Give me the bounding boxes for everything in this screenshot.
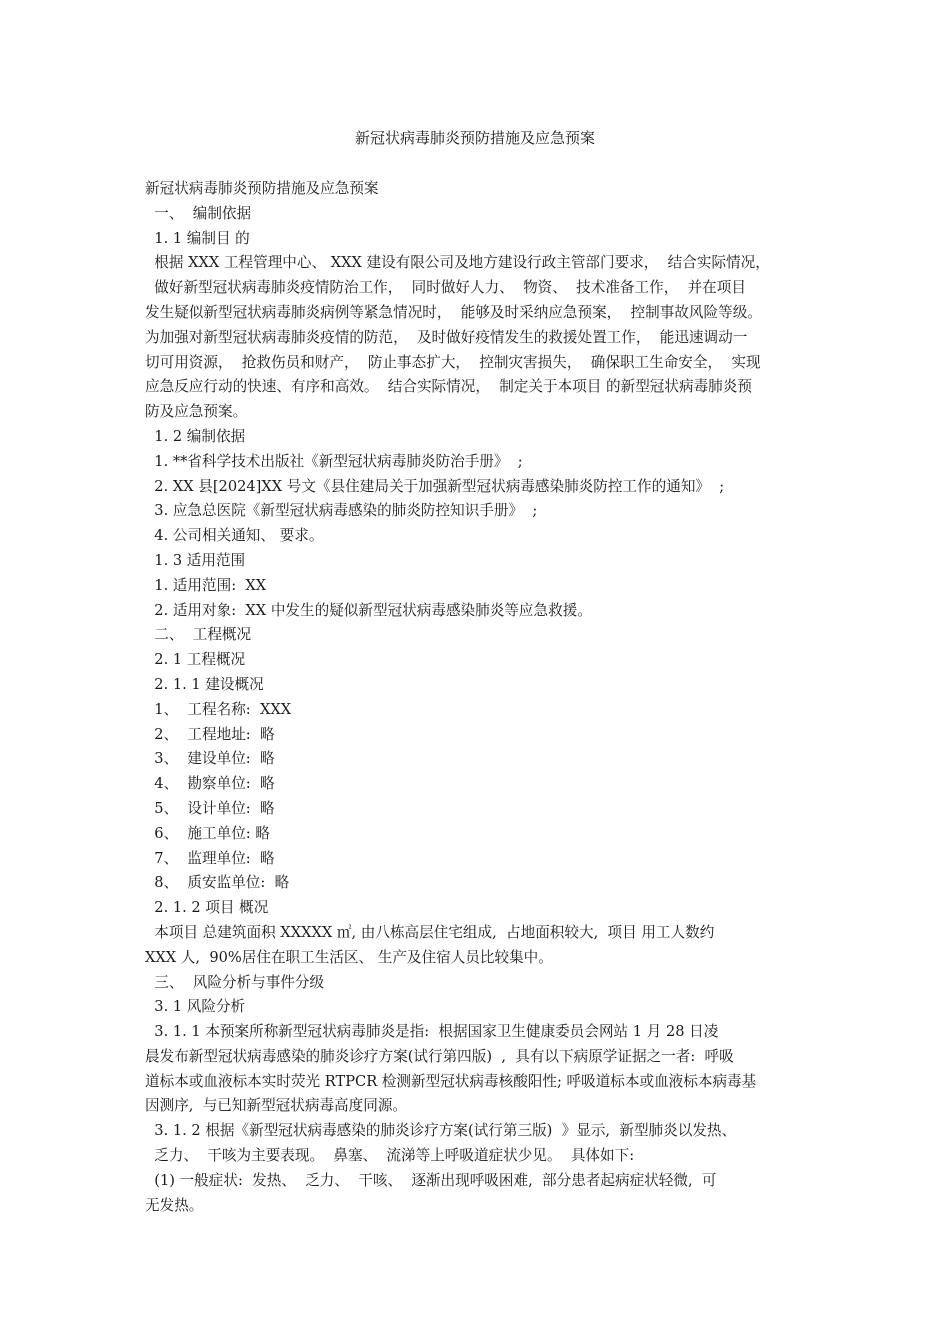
- page-title: 新冠状病毒肺炎预防措施及应急预案: [354, 129, 595, 147]
- document-line: 3. 1. 2 根据《新型冠状病毒感染的肺炎诊疗方案(试行第三版) 》显示, 新型肺炎以发热、: [145, 1122, 737, 1140]
- document-line: 1. 适用范围: XX: [145, 576, 267, 594]
- document-line: 5、 设计单位: 略: [145, 799, 275, 817]
- document-line: 8、 质安监单位: 略: [145, 874, 290, 892]
- document-line: 乏力、 干咳为主要表现。 鼻塞、 流涕等上呼吸道症状少见。 具体如下:: [145, 1147, 635, 1165]
- document-line: 根据 XXX 工程管理中心、 XXX 建设有限公司及地方建设行政主管部门要求， 结合实际情况，: [145, 254, 770, 272]
- document-line: 发生疑似新型冠状病毒肺炎病例等紧急情况时， 能够及时采纳应急预案， 控制事故风险等级。: [145, 303, 762, 321]
- document-line: 无发热。: [145, 1196, 204, 1214]
- document-line: 3、 建设单位: 略: [145, 750, 275, 768]
- document-line: 2. 1. 2 项目 概况: [145, 899, 269, 917]
- document-line: 切可用资源， 抢救伤员和财产， 防止事态扩大， 控制灾害损失， 确保职工生命安全， 实现: [145, 353, 761, 371]
- document-line: 1、 工程名称: XXX: [145, 700, 292, 718]
- document-line: XXX 人, 90%居住在职工生活区、 生产及住宿人员比较集中。: [145, 948, 553, 966]
- document-line: 三、 风险分析与事件分级: [145, 973, 325, 991]
- document-line: 2、 工程地址: 略: [145, 725, 275, 743]
- document-line: 防及应急预案。: [145, 403, 248, 421]
- document-line: 做好新型冠状病毒肺炎疫情防治工作， 同时做好人力、 物资、 技术准备工作， 并在项目: [145, 279, 746, 297]
- document-line: 2. 1. 1 建设概况: [145, 675, 264, 693]
- document-line: 4、 勘察单位: 略: [145, 775, 275, 793]
- document-line: 7、 监理单位: 略: [145, 849, 275, 867]
- document-line: (1) 一般症状: 发热、 乏力、 干咳、 逐渐出现呼吸困难, 部分患者起病症状轻微, 可: [145, 1171, 717, 1189]
- document-line: 本项目 总建筑面积 XXXXX ㎡, 由八栋高层住宅组成, 占地面积较大, 项目 用工人数约: [145, 923, 715, 941]
- document-line: 1. 2 编制依据: [145, 427, 246, 445]
- document-line: 2. XX 县[2024]XX 号文《县住建局关于加强新型冠状病毒感染肺炎防控工作的通知》 ;: [145, 477, 725, 495]
- document-line: 应急反应行动的快速、有序和高效。 结合实际情况， 制定关于本项目 的新型冠状病毒肺炎预: [145, 378, 752, 396]
- document-line: 3. 1 风险分析: [145, 998, 246, 1016]
- document-line: 道标本或血液标本实时荧光 RTPCR 检测新型冠状病毒核酸阳性; 呼吸道标本或血液标本病毒基: [145, 1072, 757, 1090]
- document-line: 4. 公司相关通知、 要求。: [145, 527, 324, 545]
- document-line: 晨发布新型冠状病毒感染的肺炎诊疗方案(试行第四版) , 具有以下病原学证据之一者: 呼吸: [145, 1047, 734, 1065]
- document-line: 3. 1. 1 本预案所称新型冠状病毒肺炎是指: 根据国家卫生健康委员会网站 1 月 28 日凌: [145, 1023, 719, 1041]
- document-line: 为加强对新型冠状病毒肺炎疫情的防范， 及时做好疫情发生的救援处置工作， 能迅速调动一: [145, 328, 748, 346]
- document-line: 一、 编制依据: [145, 204, 252, 222]
- document-line: 6、 施工单位: 略: [145, 824, 270, 842]
- document-line: 3. 应急总医院《新型冠状病毒感染的肺炎防控知识手册》 ;: [145, 502, 538, 520]
- document-line: 因测序, 与已知新型冠状病毒高度同源。: [145, 1097, 408, 1115]
- document-line: 二、 工程概况: [145, 626, 252, 644]
- document-line: 2. 1 工程概况: [145, 651, 246, 669]
- document-line: 2. 适用对象: XX 中发生的疑似新型冠状病毒感染肺炎等应急救援。: [145, 601, 592, 619]
- document-line: 1. 1 编制目 的: [145, 229, 250, 247]
- document-body: [145, 177, 820, 1218]
- document-line: 1. **省科学技术出版社《新型冠状病毒肺炎防治手册》 ;: [145, 452, 523, 470]
- document-line: 新冠状病毒肺炎预防措施及应急预案: [145, 180, 379, 197]
- document-line: 1. 3 适用范围: [145, 551, 246, 569]
